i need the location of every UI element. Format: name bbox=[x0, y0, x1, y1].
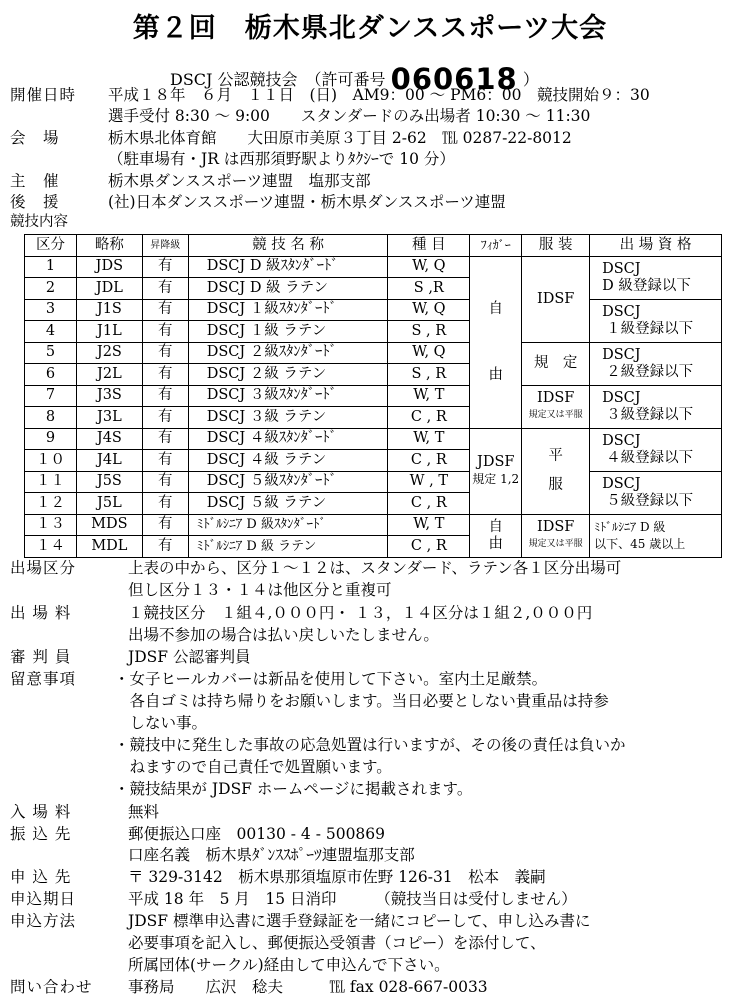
permit-number: 060618 bbox=[390, 62, 518, 96]
detail-notes-line4: ・競技中に発生した事故の応急処置は行いますが、その後の責任は負いか bbox=[114, 736, 626, 754]
dress-heifuku-cell bbox=[522, 428, 590, 514]
qual-cell-4 bbox=[590, 428, 722, 471]
header-qualification: 出 場 資 格 bbox=[590, 235, 722, 257]
cell-no: 4 bbox=[25, 321, 77, 343]
detail-notes-line3: しない事。 bbox=[114, 714, 208, 732]
detail-label-admission: 入 場 料 bbox=[10, 803, 72, 821]
figure-last-cell bbox=[470, 514, 522, 557]
cell-event: W, T bbox=[388, 514, 470, 536]
detail-fee-line1: １競技区分 １組４,０００円・ １３，１４区分は１組２,０００円 bbox=[128, 604, 593, 622]
cell-event: W, Q bbox=[388, 342, 470, 364]
cell-abbr: J2L bbox=[76, 364, 142, 386]
cell-updown: 有 bbox=[142, 428, 188, 450]
qual-org: DSCJ bbox=[602, 260, 641, 277]
cell-updown: 有 bbox=[142, 471, 188, 493]
cell-name: DSCJ ５級ｽﾀﾝﾀﾞｰﾄﾞ bbox=[188, 471, 388, 493]
cell-event: W , T bbox=[388, 471, 470, 493]
cell-updown: 有 bbox=[142, 493, 188, 515]
header-dress: 服 装 bbox=[522, 235, 590, 257]
cell-name: DSCJ １級ｽﾀﾝﾀﾞｰﾄﾞ bbox=[188, 299, 388, 321]
cell-no: １０ bbox=[25, 450, 77, 472]
detail-label-contact: 問い合わせ bbox=[10, 978, 93, 996]
dress-heifuku-char1: 平 bbox=[548, 448, 563, 464]
cell-updown: 有 bbox=[142, 385, 188, 407]
qual-level: ２級登録以下 bbox=[606, 363, 694, 380]
header-updown: 昇降級 bbox=[142, 235, 188, 257]
cell-event: C , R bbox=[388, 407, 470, 429]
cell-abbr: J5S bbox=[76, 471, 142, 493]
cell-no: 6 bbox=[25, 364, 77, 386]
cell-abbr: JDS bbox=[76, 256, 142, 278]
qual-cell-d bbox=[590, 256, 722, 299]
info-label-venue: 会 場 bbox=[10, 129, 60, 147]
cell-updown: 有 bbox=[142, 321, 188, 343]
detail-admission: 無料 bbox=[128, 803, 160, 821]
detail-label-division: 出場区分 bbox=[10, 559, 77, 577]
detail-deadline: 平成 18 年 5 月 15 日消印 （競技当日は受付しません） bbox=[128, 890, 577, 908]
info-venue-line1: 栃木県北体育館 大田原市美原３丁目 2-62 ℡ 0287-22-8012 bbox=[108, 129, 572, 147]
cell-updown: 有 bbox=[142, 407, 188, 429]
dress-heifuku-char2: 服 bbox=[548, 477, 563, 493]
cell-name: DSCJ １級 ラテン bbox=[188, 321, 388, 343]
cell-no: 9 bbox=[25, 428, 77, 450]
detail-contact: 事務局 広沢 稔夫 ℡ fax 028-667-0033 bbox=[128, 978, 488, 996]
table-row bbox=[25, 256, 722, 278]
cell-name: DSCJ ４級ｽﾀﾝﾀﾞｰﾄﾞ bbox=[188, 428, 388, 450]
cell-event: W, T bbox=[388, 385, 470, 407]
detail-label-transfer: 振 込 先 bbox=[10, 825, 72, 843]
detail-division-line1: 上表の中から、区分１〜１２は、スタンダード、ラテン各１区分出場可 bbox=[128, 559, 622, 577]
cell-abbr: J5L bbox=[76, 493, 142, 515]
table-row bbox=[25, 428, 722, 450]
detail-method-line1: JDSF 標準申込書に選手登録証を一緒にコピーして、申し込み書に bbox=[128, 912, 591, 930]
qual-cell-1 bbox=[590, 299, 722, 342]
detail-label-judges: 審 判 員 bbox=[10, 648, 72, 666]
info-datetime-line2: 選手受付 8:30 〜 9:00 スタンダードのみ出場者 10:30 〜 11:30 bbox=[108, 107, 591, 125]
page-title: 第２回 栃木県北ダンススポーツ大会 bbox=[132, 13, 608, 44]
header-abbr: 略称 bbox=[76, 235, 142, 257]
detail-transfer-line2: 口座名義 栃木県ﾀﾞﾝｽｽﾎﾟｰﾂ連盟塩那支部 bbox=[128, 846, 415, 864]
cell-updown: 有 bbox=[142, 514, 188, 536]
detail-notes-line1: ・女子ヒールカバーは新品を使用して下さい。室内土足厳禁。 bbox=[114, 670, 548, 688]
detail-label-notes: 留意事項 bbox=[10, 670, 77, 688]
detail-notes-line2: 各自ゴミは持ち帰りをお願いします。当日必要としない貴重品は持参 bbox=[114, 692, 609, 710]
cell-no: １２ bbox=[25, 493, 77, 515]
cell-updown: 有 bbox=[142, 299, 188, 321]
dress-idsf3: IDSF bbox=[536, 518, 575, 535]
detail-notes-line5: ねますので自己責任で処置願います。 bbox=[114, 758, 392, 776]
info-label-datetime: 開催日時 bbox=[10, 86, 77, 104]
qual-org: DSCJ bbox=[602, 475, 641, 492]
cell-abbr: MDS bbox=[76, 514, 142, 536]
cell-abbr: J3L bbox=[76, 407, 142, 429]
cell-name: DSCJ D 級ｽﾀﾝﾀﾞｰﾄﾞ bbox=[188, 256, 388, 278]
detail-label-method: 申込方法 bbox=[10, 912, 77, 930]
figure-jdsf-cell bbox=[470, 428, 522, 514]
figure-free-cell bbox=[470, 256, 522, 428]
cell-abbr: J2S bbox=[76, 342, 142, 364]
qual-cell-3 bbox=[590, 385, 722, 428]
detail-notes-line6: ・競技結果が JDSF ホームページに掲載されます。 bbox=[114, 780, 473, 798]
cell-event: C , R bbox=[388, 493, 470, 515]
cell-no: １４ bbox=[25, 536, 77, 558]
detail-fee-line2: 出場不参加の場合は払い戻しいたしません。 bbox=[128, 626, 439, 644]
detail-label-deadline: 申込期日 bbox=[10, 890, 77, 908]
detail-label-apply-to: 申 込 先 bbox=[10, 868, 72, 886]
cell-name: DSCJ ２級ｽﾀﾝﾀﾞｰﾄﾞ bbox=[188, 342, 388, 364]
cell-no: 8 bbox=[25, 407, 77, 429]
competition-table bbox=[24, 234, 722, 558]
figure-free-char2: 由 bbox=[488, 367, 503, 383]
cell-abbr: J1S bbox=[76, 299, 142, 321]
cell-updown: 有 bbox=[142, 450, 188, 472]
cell-name: DSCJ ３級 ラテン bbox=[188, 407, 388, 429]
cell-name: DSCJ ２級 ラテン bbox=[188, 364, 388, 386]
cell-name: DSCJ D 級 ラテン bbox=[188, 278, 388, 300]
figure-last-char2: 由 bbox=[488, 535, 503, 552]
cell-no: 5 bbox=[25, 342, 77, 364]
table-header-row bbox=[25, 235, 722, 257]
cell-abbr: JDL bbox=[76, 278, 142, 300]
table-row bbox=[25, 342, 722, 364]
figure-free-char1: 自 bbox=[488, 301, 503, 317]
header-name: 競 技 名 称 bbox=[188, 235, 388, 257]
info-label-support: 後 援 bbox=[10, 193, 60, 211]
section-label: 競技内容 bbox=[10, 214, 68, 230]
cell-no: 3 bbox=[25, 299, 77, 321]
detail-label-fee: 出 場 料 bbox=[10, 604, 72, 622]
cell-event: S , R bbox=[388, 321, 470, 343]
cell-event: C , R bbox=[388, 450, 470, 472]
table-row bbox=[25, 299, 722, 321]
qual-org: DSCJ bbox=[602, 389, 641, 406]
table-row bbox=[25, 471, 722, 493]
cell-name: DSCJ ３級ｽﾀﾝﾀﾞｰﾄﾞ bbox=[188, 385, 388, 407]
cell-name: DSCJ ５級 ラテン bbox=[188, 493, 388, 515]
info-label-host: 主 催 bbox=[10, 172, 60, 190]
cell-updown: 有 bbox=[142, 364, 188, 386]
cell-event: S ,R bbox=[388, 278, 470, 300]
header-division: 区分 bbox=[25, 235, 77, 257]
qual-cell-2 bbox=[590, 342, 722, 385]
cell-no: １３ bbox=[25, 514, 77, 536]
figure-last-char1: 自 bbox=[488, 518, 503, 535]
cell-event: S , R bbox=[388, 364, 470, 386]
dress-idsf2-cell bbox=[522, 385, 590, 428]
qual-cell-5 bbox=[590, 471, 722, 514]
figure-jdsf-rule: 規定 1,2 bbox=[472, 472, 520, 486]
info-host: 栃木県ダンススポーツ連盟 塩那支部 bbox=[108, 172, 371, 190]
dress-note: 規定又は平服 bbox=[528, 409, 583, 420]
detail-method-line2: 必要事項を記入し、郵便振込受領書（コピー）を添付して、 bbox=[128, 934, 546, 952]
cell-abbr: MDL bbox=[76, 536, 142, 558]
detail-division-line2: 但し区分１３・１４は他区分と重複可 bbox=[128, 581, 392, 599]
cell-event: C , R bbox=[388, 536, 470, 558]
cell-abbr: J4S bbox=[76, 428, 142, 450]
cell-updown: 有 bbox=[142, 342, 188, 364]
dress-note3: 規定又は平服 bbox=[528, 538, 583, 549]
cell-abbr: J3S bbox=[76, 385, 142, 407]
cell-event: W, T bbox=[388, 428, 470, 450]
cell-updown: 有 bbox=[142, 256, 188, 278]
dress-idsf2: IDSF bbox=[536, 389, 575, 406]
cell-event: W, Q bbox=[388, 256, 470, 278]
cell-no: 2 bbox=[25, 278, 77, 300]
detail-method-line3: 所属団体(サークル)経由して申込んで下さい。 bbox=[128, 956, 450, 974]
detail-apply-to: 〒 329-3142 栃木県那須塩原市佐野 126-31 松本 義嗣 bbox=[128, 868, 546, 886]
qual-cell-middle bbox=[590, 514, 722, 557]
qual-level: D 級登録以下 bbox=[602, 277, 691, 294]
header-event: 種 目 bbox=[388, 235, 470, 257]
figure-jdsf: JDSF bbox=[477, 454, 515, 470]
table-row bbox=[25, 385, 722, 407]
qual-level: １級登録以下 bbox=[606, 320, 694, 337]
permit-suffix: ） bbox=[522, 70, 539, 89]
qual-org: ﾐﾄﾞﾙｼﾆｱ D 級 bbox=[594, 519, 666, 534]
qual-level: 以下、45 歳以上 bbox=[594, 536, 686, 551]
info-support: (社)日本ダンススポーツ連盟・栃木県ダンススポーツ連盟 bbox=[108, 193, 506, 211]
qual-level: ５級登録以下 bbox=[606, 492, 694, 509]
header-figure: ﾌｨｶﾞｰ bbox=[470, 235, 522, 257]
cell-no: １１ bbox=[25, 471, 77, 493]
permit-prefix: DSCJ 公認競技会 （許可番号 bbox=[170, 70, 386, 89]
cell-updown: 有 bbox=[142, 278, 188, 300]
qual-level: ４級登録以下 bbox=[606, 449, 694, 466]
info-datetime-line1: 平成１８年 ６月 １１日 (日) AM9：00 〜 PM6：00 競技開始９：30 bbox=[108, 86, 650, 104]
cell-abbr: J4L bbox=[76, 450, 142, 472]
detail-judges: JDSF 公認審判員 bbox=[128, 648, 251, 666]
cell-name: ﾐﾄﾞﾙｼﾆｱ D 級ｽﾀﾝﾀﾞｰﾄﾞ bbox=[188, 514, 388, 536]
cell-no: 7 bbox=[25, 385, 77, 407]
cell-abbr: J1L bbox=[76, 321, 142, 343]
table-row bbox=[25, 514, 722, 536]
cell-name: DSCJ ４級 ラテン bbox=[188, 450, 388, 472]
cell-no: 1 bbox=[25, 256, 77, 278]
cell-updown: 有 bbox=[142, 536, 188, 558]
detail-transfer-line1: 郵便振込口座 00130 - 4 - 500869 bbox=[128, 825, 386, 843]
cell-event: W, Q bbox=[388, 299, 470, 321]
dress-idsf-cell: IDSF bbox=[522, 256, 590, 342]
qual-org: DSCJ bbox=[602, 432, 641, 449]
info-venue-line2: （駐車場有・JR は西那須野駅よりﾀｸｼｰで 10 分） bbox=[108, 150, 455, 168]
qual-org: DSCJ bbox=[602, 346, 641, 363]
qual-org: DSCJ bbox=[602, 303, 641, 320]
dress-idsf3-cell bbox=[522, 514, 590, 557]
dress-kitei-cell: 規 定 bbox=[522, 342, 590, 385]
cell-name: ﾐﾄﾞﾙｼﾆｱ D 級 ラテン bbox=[188, 536, 388, 558]
qual-level: ３級登録以下 bbox=[606, 406, 694, 423]
